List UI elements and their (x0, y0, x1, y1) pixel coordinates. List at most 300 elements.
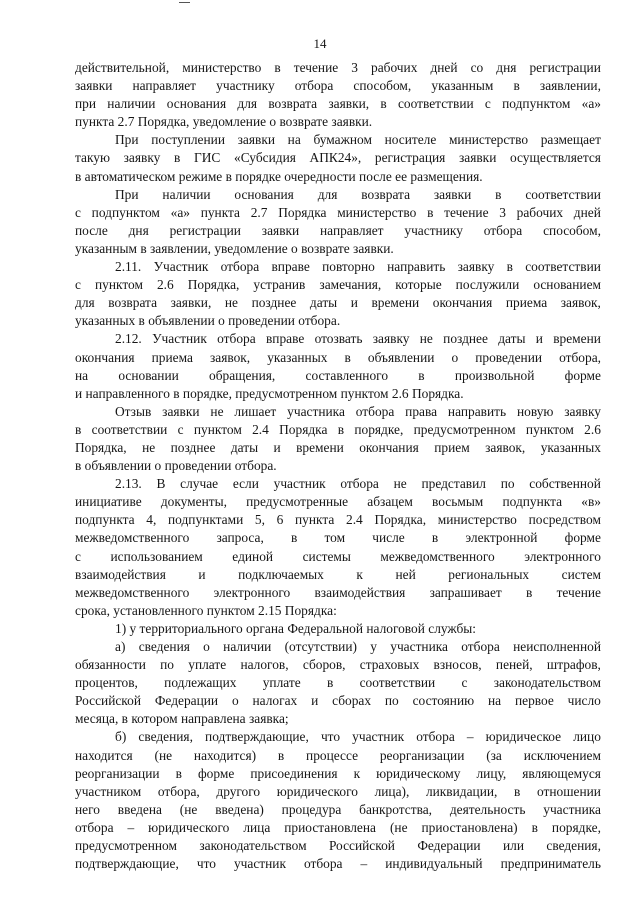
word: межведомственного (75, 584, 190, 600)
word: лица), (374, 783, 410, 799)
word: представил (421, 476, 486, 492)
word: заявлении, (539, 78, 601, 94)
word: 6 (276, 512, 284, 528)
word: сведения (138, 639, 190, 654)
word: возврата (108, 295, 158, 311)
word: с (177, 421, 184, 437)
word: в (75, 421, 82, 437)
word: у (370, 639, 377, 654)
word: не (224, 295, 238, 311)
word: сборах (332, 693, 372, 709)
word: в (277, 747, 285, 763)
word: налогах (252, 693, 298, 709)
word: заявок, (485, 439, 526, 455)
word: банкротства, (359, 801, 433, 817)
word: окончания (75, 349, 135, 365)
word: юридического (276, 783, 358, 799)
word: позднее (170, 439, 216, 455)
word: даты (309, 295, 338, 311)
word: (за (486, 747, 502, 763)
word: пунктом (193, 421, 242, 437)
word: течение (293, 60, 339, 75)
word: не (419, 331, 433, 347)
text-line (75, 149, 601, 167)
word: форме (197, 765, 235, 781)
word: даты (230, 439, 259, 455)
word: налогов, (240, 657, 289, 673)
word: 4, (146, 512, 157, 528)
word: которые (395, 277, 442, 293)
word: если (232, 476, 259, 492)
word: заявки, (328, 96, 370, 112)
text-line (75, 276, 601, 294)
word: по (500, 476, 515, 492)
word: в (337, 421, 345, 437)
word: штрафов, (546, 657, 601, 673)
word: дней (573, 204, 601, 220)
word: страховых (359, 657, 420, 673)
word: АПК24», (309, 150, 362, 166)
word: 3 (499, 204, 506, 220)
word: не (142, 439, 156, 455)
text-line: 1) у территориального органа Федеральной налоговой службы: (115, 620, 476, 636)
word: участника (390, 639, 448, 654)
word: что (196, 856, 216, 872)
word: форме (564, 530, 601, 546)
word: деятельность (449, 801, 526, 817)
text-line: пункта 2.7 Порядка, уведомление о возврате заявки. (75, 114, 373, 130)
word: отбора, (559, 349, 601, 365)
word: замечания, (319, 277, 382, 293)
word: в (175, 765, 182, 781)
word: сведения, (138, 729, 193, 745)
word: времени (296, 439, 344, 455)
word: бумажном (313, 132, 372, 148)
word: в (380, 96, 387, 112)
word: заявку (457, 259, 495, 275)
word: с (484, 96, 491, 112)
word: 2.7 (250, 204, 268, 220)
word: подлежащих (164, 675, 237, 691)
word: подпункта (502, 494, 563, 510)
word: заявки (433, 186, 472, 202)
word: участника (287, 403, 345, 419)
word: Федерации (154, 693, 219, 709)
text-line (75, 349, 601, 367)
word: в (326, 675, 334, 691)
word: и (273, 439, 281, 455)
text-line (75, 783, 601, 801)
text-line (75, 367, 601, 385)
word: указанных (267, 349, 328, 365)
word: заявки, (170, 295, 212, 311)
text-line (75, 548, 601, 566)
word: подпунктом (91, 204, 160, 220)
word: (отсутствии) (284, 639, 357, 654)
word: течение (444, 204, 489, 220)
text-line (75, 819, 601, 837)
word: инициативе (75, 494, 142, 510)
text-line (75, 674, 601, 692)
word: отбора (303, 856, 343, 872)
word: по (160, 657, 175, 673)
word: в (506, 259, 513, 275)
word: форме (564, 367, 601, 383)
word: 2.11. (115, 259, 142, 275)
word: Порядка, (374, 512, 427, 528)
text-line: в объявлении о проведении отбора. (75, 458, 277, 474)
word: посредством (528, 512, 601, 528)
text-line (75, 511, 601, 529)
text-line (75, 439, 601, 457)
word: и (535, 331, 543, 347)
word: него (75, 801, 100, 817)
word: законодательством (493, 675, 601, 691)
word: Порядка, (75, 439, 127, 455)
word: участником (75, 783, 142, 799)
word: даты (498, 331, 526, 347)
word: подтверждающие, (205, 729, 309, 745)
word: о (203, 639, 210, 654)
word: объявлении (367, 349, 435, 365)
word: – (360, 856, 368, 872)
word: «Субсидия (234, 150, 296, 166)
word: а) (115, 639, 126, 654)
word: находится (75, 747, 133, 763)
word: другого (216, 783, 261, 799)
word: дня (496, 60, 517, 75)
word: с (75, 204, 81, 220)
word: в (174, 150, 181, 166)
word: министерство (448, 132, 529, 148)
word: Российской (328, 838, 395, 854)
word: основания (234, 186, 294, 202)
word: заявку (123, 150, 161, 166)
word: в (514, 783, 521, 799)
text-line (75, 692, 601, 710)
text-line (75, 765, 601, 783)
word: системы (302, 548, 351, 564)
word: регистрации (529, 60, 601, 75)
word: соответствии (91, 421, 168, 437)
word: возврата (268, 96, 318, 112)
word: предприниматель (500, 856, 601, 872)
word: заявки (75, 78, 113, 94)
word: процессе (306, 747, 359, 763)
word: в (418, 367, 425, 383)
word: для (317, 186, 338, 202)
word: в (431, 530, 439, 546)
text-line (75, 186, 601, 204)
word: порядке, (551, 819, 601, 835)
word: осуществляется (510, 150, 601, 166)
word: с (75, 548, 81, 564)
text-line (75, 330, 601, 348)
word: электронной (465, 530, 538, 546)
word: процедура (281, 801, 342, 817)
word: приема (151, 349, 193, 365)
word: отбора (483, 222, 523, 238)
word: отбора (416, 729, 455, 745)
word: Российской (75, 693, 141, 709)
word: юридического (148, 819, 230, 835)
word: министерство (182, 60, 262, 75)
word: реорганизации (379, 747, 465, 763)
word: приостановлена) (421, 819, 518, 835)
word: При (115, 186, 139, 202)
word: министерство (437, 512, 517, 528)
word: и (198, 566, 206, 582)
word: заявки (237, 132, 276, 148)
word: отбора (220, 259, 260, 275)
word: заявки (261, 222, 300, 238)
word: документы, (160, 494, 227, 510)
text-line (75, 728, 601, 746)
word: исключением (523, 747, 601, 763)
text-line: месяца, в котором направлена заявка; (75, 711, 289, 727)
word: времени (371, 295, 420, 311)
text-line: указанным в заявлении, уведомление о возврате заявки. (75, 240, 394, 256)
word: отбора (340, 476, 379, 492)
word: отбора (217, 331, 256, 347)
word: прием (434, 439, 470, 455)
word: использованием (110, 548, 203, 564)
word: единой (232, 548, 274, 564)
word: размещает (540, 132, 601, 148)
word: запроса, (216, 530, 264, 546)
word: В (156, 476, 166, 492)
text-line (75, 566, 601, 584)
word: лишает (234, 403, 277, 419)
word: юридическое (485, 729, 562, 745)
word: заявок, (560, 295, 601, 311)
word: электронного (213, 584, 291, 600)
word: вправе (265, 331, 305, 347)
word: При (115, 132, 139, 148)
word: межведомственного (75, 530, 190, 546)
word: способом, (353, 78, 412, 94)
text-line (75, 222, 601, 240)
word: способом, (543, 222, 601, 238)
word: уплате (262, 675, 301, 691)
word: с (75, 277, 81, 293)
word: участник (352, 729, 405, 745)
word: на (487, 693, 502, 709)
text-line (75, 204, 601, 222)
word: на (287, 132, 301, 148)
word: соответствии (359, 675, 436, 691)
word: участник (273, 476, 326, 492)
word: произвольной (454, 367, 535, 383)
word: составленного (305, 367, 389, 383)
word: повторно (322, 259, 375, 275)
word: отношении (536, 783, 601, 799)
word: в (274, 60, 281, 75)
word: министерство (337, 204, 417, 220)
word: указанных (540, 439, 601, 455)
word: межведомственного (380, 548, 495, 564)
word: б) (115, 729, 127, 745)
word: участник (233, 856, 286, 872)
text-line (75, 131, 601, 149)
text-line (75, 638, 601, 656)
word: (не (154, 747, 173, 763)
word: проведении (475, 349, 543, 365)
word: действительной, (75, 60, 170, 75)
word: о (451, 349, 459, 365)
word: послужили (455, 277, 520, 293)
body-text (75, 59, 601, 873)
word: 2.12. (115, 331, 142, 347)
word: вправе (271, 259, 310, 275)
word: взаимодействия (314, 584, 406, 600)
word: о (231, 693, 239, 709)
word: окончания (359, 439, 419, 455)
word: в (495, 186, 502, 202)
word: ней (395, 566, 416, 582)
word: абзацем (367, 494, 413, 510)
page-number: 14 (313, 36, 327, 51)
word: возврата (361, 186, 411, 202)
word: 2.13. (115, 476, 142, 492)
word: отбора (294, 78, 334, 94)
text-line: и направленного в порядке, предусмотренном пунктом 2.6 Порядка. (75, 385, 464, 401)
word: ликвидации, (425, 783, 498, 799)
word: наличии (223, 639, 272, 654)
word: позднее (443, 331, 488, 347)
word: направляет (320, 222, 384, 238)
word: не (210, 403, 224, 419)
word: 2.6 (156, 277, 174, 293)
text-line (75, 837, 601, 855)
word: обязанности (75, 657, 146, 673)
word: «а» (581, 96, 601, 112)
word: отбора, (157, 783, 200, 799)
word: в (513, 78, 520, 94)
word: являющемуся (522, 765, 601, 781)
word: региональных (448, 566, 530, 582)
word: взносов, (433, 657, 482, 673)
word: ГИС (194, 150, 221, 166)
word: после (75, 222, 108, 238)
word: подпункта (75, 512, 135, 528)
word: дня (128, 222, 149, 238)
word: для (75, 295, 95, 311)
word: направить (387, 259, 446, 275)
word: юридическому (376, 765, 461, 781)
text-line (75, 403, 601, 421)
word: заявку (564, 403, 601, 419)
word: такую (75, 150, 110, 166)
word: предусмотренные (246, 494, 349, 510)
text-line (75, 584, 601, 602)
word: наличии (107, 96, 156, 112)
word: подтверждающие, (75, 856, 179, 872)
word: носителе (384, 132, 437, 148)
word: неисполненной (513, 639, 601, 654)
word: при (75, 96, 97, 112)
word: с (461, 675, 468, 691)
word: сборов, (302, 657, 346, 673)
text-line (75, 294, 601, 312)
word: пункта (200, 204, 241, 220)
word: реорганизации (75, 765, 160, 781)
word: первое (514, 693, 554, 709)
word: новую (516, 403, 554, 419)
text-line (75, 747, 601, 765)
word: или (502, 838, 524, 854)
word: – (127, 819, 135, 835)
word: «в» (581, 494, 601, 510)
word: (не (179, 801, 198, 817)
word: Федерации (417, 838, 481, 854)
text-line: срока, установленного пунктом 2.15 Порядка: (75, 602, 337, 618)
text-line (75, 656, 601, 674)
word: регистрации (169, 222, 241, 238)
word: позднее (251, 295, 297, 311)
word: Порядка (278, 204, 327, 220)
word: в (427, 204, 434, 220)
word: подключаемых (238, 566, 324, 582)
text-line (75, 77, 601, 95)
word: порядке, (354, 421, 404, 437)
word: на (75, 367, 89, 383)
word: дней (430, 60, 458, 75)
text-line (75, 59, 601, 77)
word: по (384, 693, 399, 709)
word: участнику (216, 78, 275, 94)
word: находится) (193, 747, 257, 763)
word: соответствии (525, 186, 601, 202)
word: Отзыв (115, 403, 152, 419)
word: не (393, 476, 407, 492)
text-line (75, 258, 601, 276)
word: Порядка (279, 421, 328, 437)
word: для (237, 96, 258, 112)
word: основания (166, 96, 227, 112)
word: запрашивает (429, 584, 502, 600)
word: направляет (132, 78, 197, 94)
word: и (350, 295, 358, 311)
word: устранив (253, 277, 306, 293)
word: участнику (404, 222, 463, 238)
word: к (353, 765, 361, 781)
text-line (75, 529, 601, 547)
word: отбора (461, 639, 500, 654)
word: Участник (153, 259, 209, 275)
word: поступлении (151, 132, 225, 148)
word: к (356, 566, 363, 582)
word: (не (389, 819, 408, 835)
word: пеней, (495, 657, 533, 673)
word: индивидуальный (385, 856, 483, 872)
word: в (531, 819, 538, 835)
word: случае (180, 476, 219, 492)
word: и (311, 693, 319, 709)
word: обращения, (209, 367, 276, 383)
word: соответствии (525, 259, 601, 275)
word: приема (505, 295, 548, 311)
word: времени (553, 331, 601, 347)
word: окончания (432, 295, 493, 311)
word: присоединения (250, 765, 338, 781)
word: числе (372, 530, 405, 546)
word: заявки (162, 403, 200, 419)
word: предусмотренном (413, 421, 516, 437)
word: – (466, 729, 474, 745)
word: 2.4 (252, 421, 269, 437)
word: введена (117, 801, 162, 817)
